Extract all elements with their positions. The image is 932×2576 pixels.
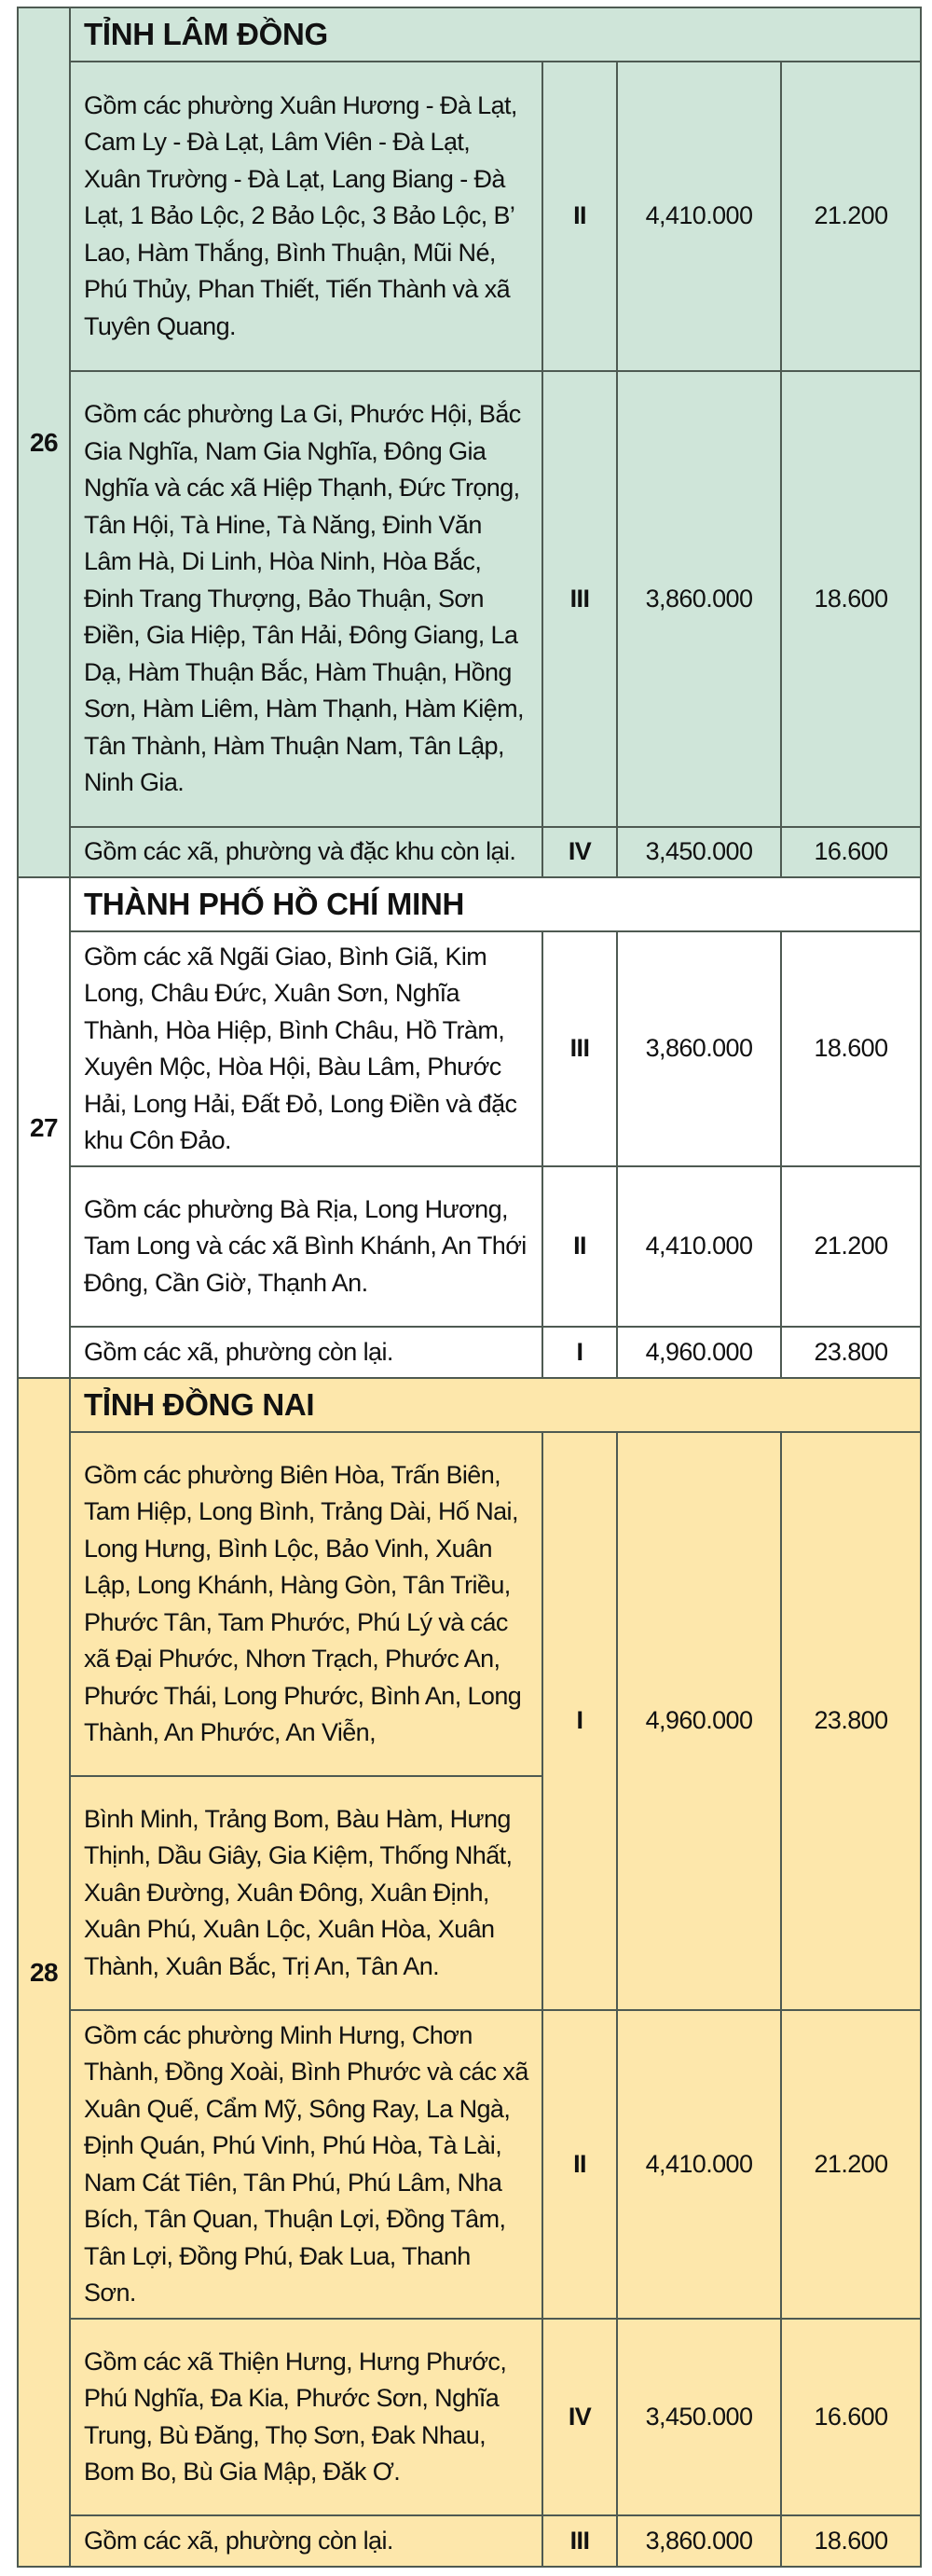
area-description: Gồm các phường Xuân Hương - Đà Lạt, Cam Ly - Đà Lạt, Lâm Viên - Đà Lạt, Xuân Trường - Đà Lạt, Lang Biang - Đà Lạt, 1 Bảo Lộc, 2 Bảo Lộc, 3 Bảo Lộc, B’ Lao, Hàm Thắng, Bình Thuận, Mũi Né, Phú Thủy, Phan Thiết, Tiến Thành và xã Tuyên Quang. (70, 62, 542, 371)
hourly-value: 18.600 (781, 931, 921, 1166)
group-ho-chi-minh (18, 877, 921, 1378)
region-class: IV (542, 827, 617, 877)
region-class: II (542, 2010, 617, 2319)
province-title: THÀNH PHỐ HỒ CHÍ MINH (70, 877, 921, 931)
hourly-value: 21.200 (781, 2010, 921, 2319)
area-description: Gồm các xã Ngãi Giao, Bình Giã, Kim Long, Châu Đức, Xuân Sơn, Nghĩa Thành, Hòa Hiệp, Bình Châu, Hồ Tràm, Xuyên Mộc, Hòa Hội, Bàu Lâm, Phước Hải, Long Hải, Đất Đỏ, Long Điền và đặc khu Côn Đảo. (70, 931, 542, 1166)
region-class: IV (542, 2319, 617, 2515)
hourly-value: 16.600 (781, 827, 921, 877)
wage-value: 3,860.000 (617, 931, 781, 1166)
hourly-value: 21.200 (781, 1166, 921, 1327)
group-lam-dong (18, 7, 921, 877)
table-row (18, 2010, 921, 2319)
region-class: I (542, 1432, 617, 2010)
area-description: Gồm các phường Minh Hưng, Chơn Thành, Đồng Xoài, Bình Phước và các xã Xuân Quế, Cẩm Mỹ, Sông Ray, La Ngà, Định Quán, Phú Vinh, Phú Hòa, Tà Lài, Nam Cát Tiên, Tân Phú, Phú Lâm, Nha Bích, Tân Quan, Thuận Lợi, Đồng Tâm, Tân Lợi, Đồng Phú, Đak Lua, Thanh Sơn. (70, 2010, 542, 2319)
wage-value: 3,450.000 (617, 827, 781, 877)
wage-value: 4,410.000 (617, 1166, 781, 1327)
region-class: II (542, 62, 617, 371)
table-row (18, 1166, 921, 1327)
table-row (18, 62, 921, 371)
table-row (18, 2319, 921, 2515)
area-description: Gồm các phường La Gi, Phước Hội, Bắc Gia Nghĩa, Nam Gia Nghĩa, Đông Gia Nghĩa và các xã Hiệp Thạnh, Đức Trọng, Tân Hội, Tà Hine, Tà Năng, Đinh Văn Lâm Hà, Di Linh, Hòa Ninh, Hòa Bắc, Đinh Trang Thượng, Bảo Thuận, Sơn Điền, Gia Hiệp, Tân Hải, Đông Giang, La Dạ, Hàm Thuận Bắc, Hàm Thuận, Hồng Sơn, Hàm Liêm, Hàm Thạnh, Hàm Kiệm, Tân Thành, Hàm Thuận Nam, Tân Lập, Ninh Gia. (70, 371, 542, 827)
area-description: Gồm các xã, phường và đặc khu còn lại. (70, 827, 542, 877)
hourly-value: 16.600 (781, 2319, 921, 2515)
table-row (18, 1327, 921, 1378)
group-dong-nai (18, 1378, 921, 2567)
wage-value: 4,410.000 (617, 62, 781, 371)
area-description: Gồm các phường Biên Hòa, Trấn Biên, Tam Hiệp, Long Bình, Trảng Dài, Hố Nai, Long Hưng, Bình Lộc, Bảo Vinh, Xuân Lập, Long Khánh, Hàng Gòn, Tân Triều, Phước Tân, Tam Phước, Phú Lý và các xã Đại Phước, Nhơn Trạch, Phước An, Phước Thái, Long Phước, Bình An, Long Thành, An Phước, An Viễn, (70, 1432, 542, 1776)
table-row (18, 1432, 921, 1776)
group-number: 26 (18, 7, 70, 877)
hourly-value: 18.600 (781, 2515, 921, 2567)
hourly-value: 18.600 (781, 371, 921, 827)
hourly-value: 23.800 (781, 1432, 921, 2010)
area-description: Gồm các xã, phường còn lại. (70, 2515, 542, 2567)
wage-table (17, 7, 922, 2568)
wage-value: 4,960.000 (617, 1432, 781, 2010)
wage-value: 3,860.000 (617, 371, 781, 827)
wage-value: 3,860.000 (617, 2515, 781, 2567)
region-class: II (542, 1166, 617, 1327)
region-class: III (542, 931, 617, 1166)
area-description: Gồm các xã Thiện Hưng, Hưng Phước, Phú Nghĩa, Đa Kia, Phước Sơn, Nghĩa Trung, Bù Đăng, Thọ Sơn, Đak Nhau, Bom Bo, Bù Gia Mập, Đăk Ơ. (70, 2319, 542, 2515)
group-number: 27 (18, 877, 70, 1378)
hourly-value: 21.200 (781, 62, 921, 371)
province-title: TỈNH ĐỒNG NAI (70, 1378, 921, 1432)
table-row (18, 371, 921, 827)
wage-value: 4,410.000 (617, 2010, 781, 2319)
region-class: III (542, 371, 617, 827)
group-number: 28 (18, 1378, 70, 2567)
area-description: Gồm các xã, phường còn lại. (70, 1327, 542, 1378)
area-description-continued: Bình Minh, Trảng Bom, Bàu Hàm, Hưng Thịnh, Dầu Giây, Gia Kiệm, Thống Nhất, Xuân Đường, Xuân Đông, Xuân Định, Xuân Phú, Xuân Lộc, Xuân Hòa, Xuân Thành, Xuân Bắc, Trị An, Tân An. (70, 1776, 542, 2010)
area-description: Gồm các phường Bà Rịa, Long Hương, Tam Long và các xã Bình Khánh, An Thới Đông, Cần Giờ, Thạnh An. (70, 1166, 542, 1327)
table-row (18, 931, 921, 1166)
hourly-value: 23.800 (781, 1327, 921, 1378)
wage-value: 4,960.000 (617, 1327, 781, 1378)
province-title: TỈNH LÂM ĐỒNG (70, 7, 921, 62)
region-class: III (542, 2515, 617, 2567)
wage-value: 3,450.000 (617, 2319, 781, 2515)
region-class: I (542, 1327, 617, 1378)
table-row (18, 827, 921, 877)
table-row (18, 2515, 921, 2567)
